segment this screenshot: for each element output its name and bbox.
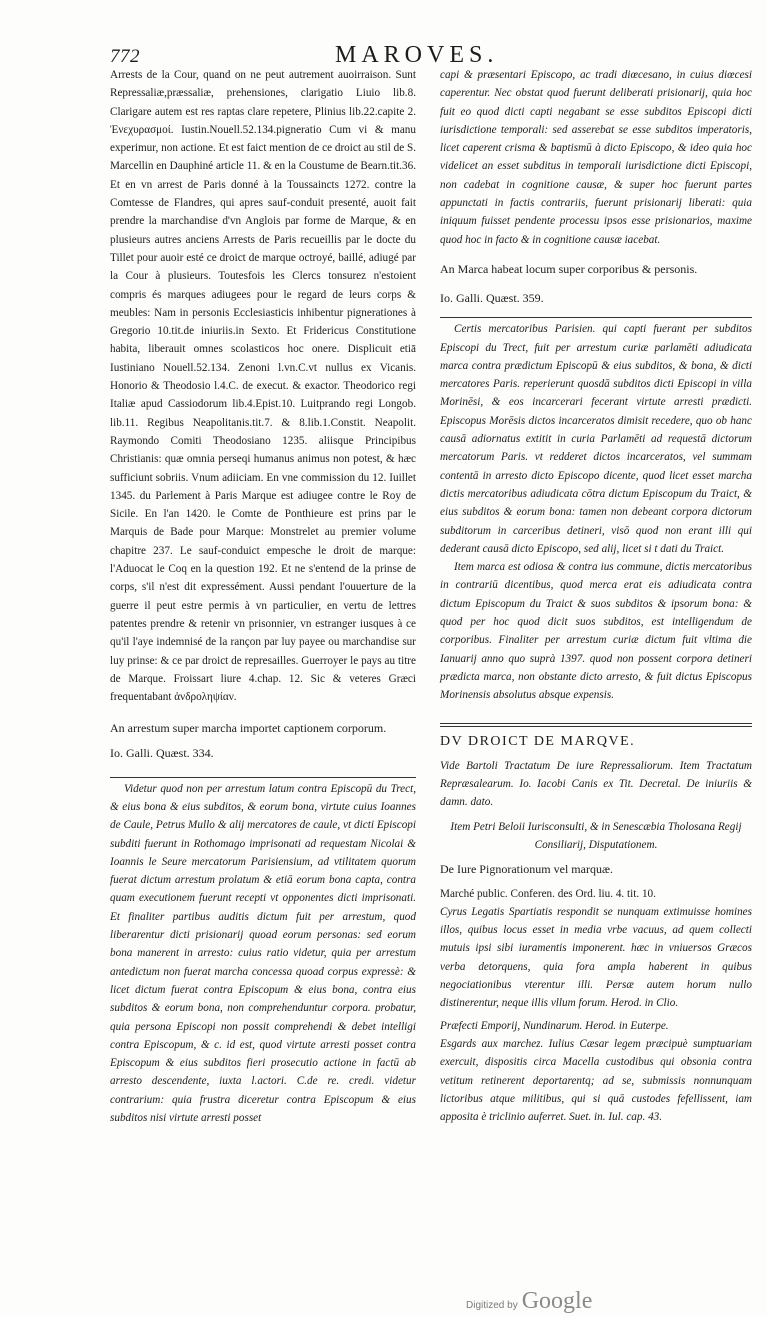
continuation-text: capi & præsentari Episcopo, ac tradi diœcesano, in cuius diœcesi caperentur. Nec obstat quod fuerunt deliberati prisionarij, quia hoc fuit eo quod dicti capti negabant se esse subditos Episcopi dicti iurisdictione temporali: sed asserebat se esse subditos imperatoris, licet caperent crisma & baptismū à dicto Episcopo, & ideo quia hoc videlicet an esset subditus in temporali iurisdictione dicti Episcopi, non cadebat in cognitione causæ, & super hoc fuerunt partes appunctati in factis contrariis, fuerunt prisionarij liberati: quia iniquum fuisset pendente processu ipsos esse prisionarios, maxime quod hoc in facto & in cognitione causæ iacebat.	[440, 69, 752, 246]
praefecti-text: Præfecti Emporij, Nundinarum. Herod. in Euterpe.	[440, 1019, 669, 1032]
right-column	[440, 66, 752, 1126]
bartoli-reference: Vide Bartoli Tractatum De iure Repressaliorum. Item Tractatum Repræsalearum. Io. Iacobi Canis ex Tit. Decretal. De iniuriis & damn. dato.	[440, 759, 752, 809]
pignoration-subheading: De Iure Pignorationum vel marquæ.	[440, 862, 613, 877]
question2-text-b: Item marca est odiosa & contra ius commune, dictis mercatoribus in contrariū dicentibus, quod merca erat eis adiudicata contra dictum Episcopum du Traict & suos subditos & ipsorum bona: & quod per hoc quod dicit suos subditos, est intelligendum de corporibus. Finaliter per arrestum curiæ dictum fuit vltima die Ianuarij anno quo suprà 1397. quod non possent corpora detineri prædicta marca, non obstante dicto arresto, & fuit dictus Episcopus Morinensis absolutus absque expensis.	[440, 561, 752, 702]
question-reference: Io. Galli. Quæst. 334.	[110, 746, 214, 761]
question2-text-a: Certis mercatoribus Parisien. qui capti fuerant per subditos Episcopi du Trect, fuit per arrestum curiæ parlamēti adiudicata marca contra prædictum Episcopū & eius subditos, & bona, & dicti mercatores Paris. reperierunt quosdā subditos dicti Episcopi in villa Morinēsi, & eos incarcerari fecerant virtute arresti prædicti. Episcopus Morēsis dictos incarceratos dimisit recedere, quo ob hanc causā adiornatus extitit in curia Parlamēti ad requestā dictorum mercatorum Paris. vt redderet dictos incarceratos, vel summam contentā in arresto dicto Episcopo dicente, quod licet esset marcha dictis mercatoribus adiudicata cōtra dictum Episcopum du Traict, & eius subditos & eorum bona: tamen non debeant corpora dictorum subditorum in carceribus detineri, visō quod non erant illi qui dederant causā dicto Episcopo, sed alij, licet si t dati du Traict.	[440, 323, 752, 555]
marque-paragraph: Arrests de la Cour, quand on ne peut autrement auoirraison. Sunt Repressaliæ,præssaliæ, prehensiones, clarigatio Liuio lib.8. Clarigare autem est res raptas clare repetere, Plinius lib.22.capite 2. Ἐνεχυρασμοί. Iustin.Nouell.52.134.pigneratio Cum vi & manu experimur, non actione. Et est faict mention de ce droict au stil de S. Marcellin en Dauphiné article 11. & en la Coustume de Bearn.tit.36. Et en vn arrest de Paris donné à la Toussaincts 1272. contre la Comtesse de Flandres, qui apres sauf-conduit presenté, auoit fait prendre la marchandise d'vn Anglois par forme de Marque, & en plusieurs autres anciens Arrests de Paris recueillis par le docte du Tillet pour auoir esté ce droict de marque octroyé, baillé, adiugé par la Cour à plusieurs. Toutesfois les Clercs tonsurez n'estoient compris és marques adiugees pour le regard de leurs corps & meubles: Nam in personis Ecclesiasticis inhibentur pignerationes à Gregorio 10.tit.de iniuriis.in Sexto. Et Fridericus Constitutione habita, liberauit omnes scolasticos hoc onere. Displicuit etiā Iustiniano Nouell.52.134. Zenoni l.vn.C.vt nullus ex Vicanis. Honorio & Theodosio l.4.C. de execut. & exactor. Theodorico regi Italiæ apud Cassiodorum lib.4.Epist.10. Luitprando regi Longob. lib.11. Regibus Neapolitanis.tit.7. & 8.lib.1.Constit. Neapolit. Raymondo Comiti Theodosiano 1235. aliisque Principibus Christianis: quæ omnia perseqi humanus animus non potest, & hæc sufficiunt sobriis. Vnum adiiciam. En vne commission du 12. Iuillet 1345. du Parlement à Paris Marque est adiugee contre le Roy de Sicile. En l'an 1420. le Comte de Ponthieure est prins par le Marquis de Bade pour Marque: Monstrelet au premier volume chapitre 237. Le sauf-conduict empesche le droit de marque: l'Aduocat le Coq en la question 192. Et ne s'entend de la prinse de corps, s'il n'est dit expressément. Aussi pendant l'ouuerture de la guerre il peut estre permis à vn particulier, en vertu de lettres patentes prendre & retenir vn prisonnier, vn estranger iusques à ce qu'il l'aye indemnisé de la rançon par luy payee ou marchandise sur luy prinse: & ce par droict de represailles. Guerroyer le pays au titre de Marque. Froissart liure 4.chap. 12. Sic & veteres Græci frequentabant ἀνδροληψίαν.	[110, 69, 416, 704]
question-heading: An arrestum super marcha importet captionem corporum.	[110, 721, 387, 736]
question2-reference: Io. Galli. Quæst. 359.	[440, 290, 544, 305]
running-head: MAROVES.	[335, 42, 499, 68]
google-logo: Google	[521, 1288, 593, 1314]
digitized-by-label: Digitized by	[466, 1300, 518, 1311]
left-column	[110, 66, 416, 1127]
cyrus-text: Cyrus Legatis Spartiatis respondit se nunquam extimuisse homines illos, quibus locus esset in media vrbe vacuus, ad quem collecti mutuis ipsi sibi iuramentis imponerent. hæc in vniuersos Græcos verba detorquens, quia fora ampla haberent in quibus negociationibus vterentur illi. Persæ autem horum nullo distinerentur, neque illis vllum forum. Herod. in Clio.	[440, 905, 752, 1010]
section-title: DV DROICT DE MARQVE.	[440, 733, 636, 749]
question2-heading: An Marca habeat locum super corporibus & personis.	[440, 261, 698, 276]
esgards-text: Esgards aux marchez. Iulius Cæsar legem præcipuè sumptuariam exercuit, dispositis circa Macella custodibus qui obsonia contra vetitum retinerent deportarentq; ad se, submissis nonnunquam lictoribus atque militibus, qui si quā custodes fefellissent, iam apposita è triclinio auferret. Suet. in. Iul. cap. 43.	[440, 1037, 752, 1124]
beloii-reference: Item Petri Beloii Iurisconsulti, & in Senescæbia Tholosana Regij Consiliarij, Disputationem.	[450, 820, 742, 851]
google-watermark	[466, 1288, 626, 1316]
marche-reference: Marché public. Conferen. des Ord. liu. 4. tit. 10.	[440, 887, 656, 900]
question-text: Videtur quod non per arrestum latum contra Episcopū du Trect, & eius bona & eius subditos, & eorum bona, virtute cuius Ioannes de Caule, Petrus Mullo & alij mercatores de caule, vt dicti Episcopi subditi fuerunt in Rothomago imprisonati ad requestam Nicolai & Ioannis le Seure mercatorum Parisiensium, ad vtilitatem quorum fuerat dictum arrestum prolatum & etiā eorum bona capta, contra quam executionem fuerunt recepti vt opponentes dicti imprisonati. Et finaliter partibus auditis dictum fuit per arrestum, quod liberarentur dicti prisionarij quoad eorum personas: sed eorum bona manerent in arresto: cuius ratio videtur, quia per arrestum antedictum non fuerat marcha concessa quoad corpus expressè: & licet dictum fuerat contra Episcopum & eius bona, contra eius subditos & eorum bona, non comprehenduntur corpora. probatur, quia persona Episcopi non possit comprehendi & debet intelligi contra Episcopum, & c. id est, quod virtute arresti posset contra Episcopum & eius subditos fieri prosecutio actione in factū ab arresto descendente, iuxta l.actori. C.de re. credi. videtur contrarium: quia frustra diceretur contra Episcopum & eius subditos nisi virtute arresti posset	[110, 782, 416, 1125]
page-number: 772	[110, 46, 140, 67]
